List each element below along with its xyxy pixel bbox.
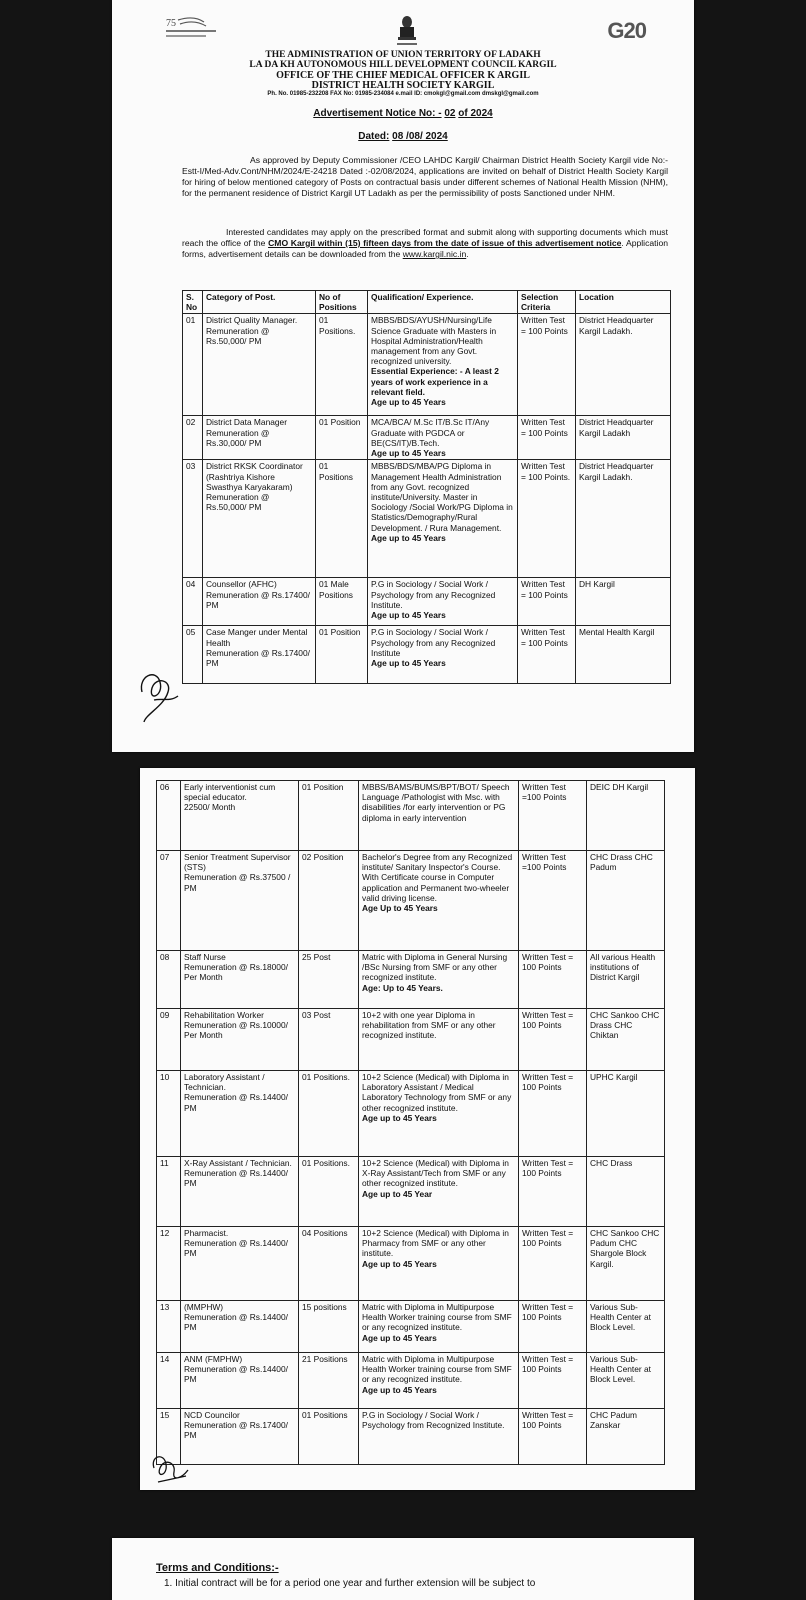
row-selection: Written Test = 100 Points xyxy=(518,626,576,684)
post-name: District RKSK Coordinator (Rashtriya Kishore Swasthya Karyakaram) xyxy=(206,461,303,492)
row-positions: 01 Positions. xyxy=(316,314,368,416)
qualification-text: Bachelor's Degree from any Recognized institute/ Sanitary Inspector's Course. With Certificate course in Computer application and Permanent two-wheeler valid driving license. xyxy=(362,852,513,903)
table-row xyxy=(157,1301,665,1353)
remuneration: Remuneration @ Rs.17400/ PM xyxy=(206,647,310,669)
age-limit: Age up to 45 Years xyxy=(371,448,446,459)
remuneration: Remuneration @ Rs.17400/ PM xyxy=(184,1420,288,1441)
row-positions: 01 Positions xyxy=(316,460,368,578)
row-location: DEIC DH Kargil xyxy=(587,781,665,851)
row-qualification xyxy=(368,626,518,684)
row-category xyxy=(181,1227,299,1301)
post-name: Case Manger under Mental Health xyxy=(206,627,308,648)
post-name: Rehabilitation Worker xyxy=(184,1010,264,1020)
qualification-text: MBBS/BDS/MBA/PG Diploma in Management Health Administration from any Govt. recognized institute/University. Master in Sociology /Social Work/PG Diploma in Statistics/Demography/Rural Development. / Rura Management. xyxy=(371,461,513,533)
post-name: Laboratory Assistant / Technician. xyxy=(184,1072,265,1093)
post-name: ANM (FMPHW) xyxy=(184,1354,243,1364)
post-name: NCD Councilor xyxy=(184,1410,240,1420)
row-qualification xyxy=(359,1009,519,1071)
row-qualification xyxy=(359,1071,519,1157)
row-positions: 01 Positions. xyxy=(299,1157,359,1227)
remuneration: Remuneration @ Rs.14400/ PM xyxy=(184,1168,288,1189)
row-positions: 01 Position xyxy=(316,626,368,684)
row-sno: 03 xyxy=(183,460,203,578)
row-sno: 07 xyxy=(157,851,181,951)
row-positions: 25 Post xyxy=(299,951,359,1009)
qualification-text: MBBS/BAMS/BUMS/BPT/BOT/ Speech Language /Pathologist with Msc. with disabilities /for early intervention or PG diploma in early intervention xyxy=(362,782,510,823)
table-row xyxy=(157,1009,665,1071)
remuneration: Remuneration @ Rs.30,000/ PM xyxy=(206,427,270,448)
national-emblem-icon xyxy=(394,14,420,48)
signature-2 xyxy=(148,1448,192,1488)
col-category: Category of Post. xyxy=(203,291,316,314)
post-name: District Quality Manager. xyxy=(206,315,298,326)
row-sno: 09 xyxy=(157,1009,181,1071)
post-name: Staff Nurse xyxy=(184,952,226,962)
notice-page-3 xyxy=(112,1538,694,1600)
qualification-text: P.G in Sociology / Social Work / Psychology from Recognized Institute. xyxy=(362,1410,505,1431)
row-selection: Written Test = 100 Points xyxy=(519,1409,587,1465)
col-qualification: Qualification/ Experience. xyxy=(368,291,518,314)
header-line-4: DISTRICT HEALTH SOCIETY KARGIL xyxy=(311,80,495,91)
row-positions: 03 Post xyxy=(299,1009,359,1071)
post-name: Counsellor (AFHC) xyxy=(206,579,277,590)
table-row xyxy=(157,1353,665,1409)
qualification-text: Matric with Diploma in General Nursing /BSc Nursing from SMF or any other recognized institute. xyxy=(362,952,508,983)
post-name: (MMPHW) xyxy=(184,1302,224,1312)
notice-date: Dated: 08 /08/ 2024 xyxy=(358,131,448,142)
table-row xyxy=(157,1157,665,1227)
row-selection: Written Test = 100 Points xyxy=(519,951,587,1009)
age-limit: Age up to 45 Years xyxy=(371,610,446,621)
row-sno: 14 xyxy=(157,1353,181,1409)
row-sno: 05 xyxy=(183,626,203,684)
row-location: CHC Sankoo CHC Drass CHC Chiktan xyxy=(587,1009,665,1071)
row-category xyxy=(203,460,316,578)
row-qualification xyxy=(368,416,518,460)
row-selection: Written Test = 100 Points xyxy=(519,1353,587,1409)
row-sno: 06 xyxy=(157,781,181,851)
row-category xyxy=(203,626,316,684)
table-row xyxy=(157,781,665,851)
row-location: UPHC Kargil xyxy=(587,1071,665,1157)
row-category xyxy=(203,314,316,416)
row-location: CHC Padum Zanskar xyxy=(587,1409,665,1465)
qualification-text: Matric with Diploma in Multipurpose Health Worker training course from SMF or any recognized institute. xyxy=(362,1302,512,1333)
header-line-1: THE ADMINISTRATION OF UNION TERRITORY OF LADAKH xyxy=(265,50,541,60)
g20-logo: G20 xyxy=(607,18,646,43)
row-sno: 08 xyxy=(157,951,181,1009)
row-qualification xyxy=(359,851,519,951)
row-qualification xyxy=(359,1227,519,1301)
row-location: Various Sub- Health Center at Block Level. xyxy=(587,1301,665,1353)
row-location: CHC Drass xyxy=(587,1157,665,1227)
row-qualification xyxy=(359,781,519,851)
qualification-text: P.G in Sociology / Social Work / Psychology from any Recognized Institute. xyxy=(371,579,496,610)
age-limit: Age up to 45 Year xyxy=(362,1188,433,1199)
row-sno: 04 xyxy=(183,578,203,626)
row-location: Mental Health Kargil xyxy=(576,626,671,684)
remuneration: Remuneration @ Rs.14400/ PM xyxy=(184,1312,288,1333)
age-limit: Age up to 45 Years xyxy=(362,1112,437,1123)
row-qualification xyxy=(359,1157,519,1227)
table-row xyxy=(157,1409,665,1465)
row-location: Various Sub- Health Center at Block Level. xyxy=(587,1353,665,1409)
row-selection: Written Test =100 Points xyxy=(519,851,587,951)
row-category xyxy=(181,1157,299,1227)
remuneration: Remuneration @ Rs.50,000/ PM xyxy=(206,325,270,346)
row-sno: 13 xyxy=(157,1301,181,1353)
post-name: Senior Treatment Supervisor (STS) xyxy=(184,852,291,873)
row-category xyxy=(181,851,299,951)
row-qualification xyxy=(368,578,518,626)
table-row xyxy=(183,460,671,578)
row-category xyxy=(181,1009,299,1071)
row-sno: 12 xyxy=(157,1227,181,1301)
remuneration: Remuneration @ Rs.14400/ PM xyxy=(184,1364,288,1385)
experience-text: Essential Experience: - A least 2 years of work experience in a relevant field. xyxy=(371,366,499,397)
table-row xyxy=(157,851,665,951)
posts-table-2 xyxy=(156,780,665,1465)
svg-text:75: 75 xyxy=(166,18,176,29)
table-row xyxy=(157,1227,665,1301)
row-selection: Written Test = 100 Points xyxy=(518,578,576,626)
approval-paragraph: As approved by Deputy Commissioner /CEO LAHDC Kargil/ Chairman District Health Society Kargil vide No:-Estt-I/Med-Adv.Cont/NHM/2024/E-24218 Dated :-02/08/2024, applications are invited on behalf of District Health Society Kargil for hiring of below mentioned category of Posts on contractual basis under different schemes of National Health Mission (NHM), for the permanent residence of District Kargil UT Ladakh as per the permissibility of posts Sanctioned under NHM. xyxy=(182,155,668,198)
row-location: District Headquarter Kargil Ladakh xyxy=(576,416,671,460)
age-limit: Age up to 45 Years xyxy=(371,397,446,408)
table-row xyxy=(157,1071,665,1157)
row-qualification xyxy=(359,1353,519,1409)
row-selection: Written Test = 100 Points xyxy=(519,1071,587,1157)
posts-table-1 xyxy=(182,290,671,684)
row-positions: 01 Position xyxy=(316,416,368,460)
contact-line: Ph. No. 01985-232208 FAX No: 01985-234084 e.mail ID: cmokgl@gmail.com dmskgl@gmail.com xyxy=(267,91,539,97)
header-line-3: OFFICE OF THE CHIEF MEDICAL OFFICER K ARGIL xyxy=(276,70,530,81)
header-line-2: LA DA KH AUTONOMOUS HILL DEVELOPMENT COUNCIL KARGIL xyxy=(249,60,557,70)
table-header-row xyxy=(183,291,671,314)
row-category xyxy=(181,1409,299,1465)
advertisement-notice-number: Advertisement Notice No: - 02 of 2024 xyxy=(313,108,493,119)
row-selection: Written Test = 100 Points xyxy=(518,416,576,460)
row-category xyxy=(203,416,316,460)
remuneration: Remuneration @ Rs.50,000/ PM xyxy=(206,492,270,513)
row-selection: Written Test =100 Points xyxy=(519,781,587,851)
row-qualification xyxy=(359,1301,519,1353)
qualification-text: MBBS/BDS/AYUSH/Nursing/Life Science Graduate with Masters in Hospital Administration/Health management from any Govt. recognized university. xyxy=(371,315,497,367)
row-selection: Written Test = 100 Points xyxy=(519,1227,587,1301)
age-limit: Age: Up to 45 Years. xyxy=(362,982,443,993)
row-sno: 01 xyxy=(183,314,203,416)
row-positions: 01 Position xyxy=(299,781,359,851)
application-paragraph: Interested candidates may apply on the prescribed format and submit along with supporting documents which must reach the office of the CMO Kargil within (15) fifteen days from the date of issue of this advertisement notice. Application forms, advertisement details can be downloaded from the www.kargil.nic.in. xyxy=(182,227,669,259)
azadi-ka-amrit-mahotsav-logo xyxy=(164,16,234,42)
qualification-text: 10+2 Science (Medical) with Diploma in Pharmacy from SMF or any other institute. xyxy=(362,1228,509,1259)
row-category xyxy=(181,1301,299,1353)
age-limit: Age up to 45 Years xyxy=(362,1332,437,1343)
table-row xyxy=(183,416,671,460)
qualification-text: 10+2 with one year Diploma in rehabilitation from SMF or any other recognized institute. xyxy=(362,1010,496,1041)
row-location: CHC Sankoo CHC Padum CHC Shargole Block Kargil. xyxy=(587,1227,665,1301)
age-limit: Age up to 45 Years xyxy=(362,1384,437,1395)
post-name: Pharmacist. xyxy=(184,1228,229,1238)
row-positions: 01 Male Positions xyxy=(316,578,368,626)
table-row xyxy=(157,951,665,1009)
row-sno: 02 xyxy=(183,416,203,460)
row-selection: Written Test = 100 Points xyxy=(519,1157,587,1227)
row-category xyxy=(181,781,299,851)
row-qualification xyxy=(368,460,518,578)
row-category xyxy=(181,1353,299,1409)
row-positions: 04 Positions xyxy=(299,1227,359,1301)
row-qualification xyxy=(359,1409,519,1465)
terms-item-1: 1. Initial contract will be for a period one year and further extension will be subject to xyxy=(164,1578,536,1589)
table-row xyxy=(183,314,671,416)
post-name: Early interventionist cum special educator. xyxy=(184,782,276,803)
col-positions: No of Positions xyxy=(316,291,368,314)
age-limit: Age up to 45 Years xyxy=(371,658,446,669)
signature-1 xyxy=(134,662,182,724)
age-limit: Age Up to 45 Years xyxy=(362,903,438,914)
col-selection: Selection Criteria xyxy=(518,291,576,314)
qualification-text: 10+2 Science (Medical) with Diploma in X-Ray Assistant/Tech from SMF or any other recognized institute. xyxy=(362,1158,509,1189)
col-location: Location xyxy=(576,291,671,314)
remuneration: Remuneration @ Rs.18000/ Per Month xyxy=(184,962,288,983)
row-positions: 21 Positions xyxy=(299,1353,359,1409)
row-selection: Written Test = 100 Points. xyxy=(518,460,576,578)
row-location: District Headquarter Kargil Ladakh. xyxy=(576,460,671,578)
qualification-text: P.G in Sociology / Social Work / Psychology from any Recognized Institute xyxy=(371,627,496,658)
row-selection: Written Test = 100 Points xyxy=(519,1301,587,1353)
terms-heading: Terms and Conditions:- xyxy=(156,1562,279,1574)
post-name: District Data Manager xyxy=(206,417,287,428)
col-sno: S. No xyxy=(183,291,203,314)
row-location: DH Kargil xyxy=(576,578,671,626)
remuneration: Remuneration @ Rs.14400/ PM xyxy=(184,1238,288,1259)
qualification-text: MCA/BCA/ M.Sc IT/B.Sc IT/Any Graduate with PGDCA or BE(CS/IT)/B.Tech. xyxy=(371,417,490,448)
row-sno: 15 xyxy=(157,1409,181,1465)
post-name: X-Ray Assistant / Technician. xyxy=(184,1158,292,1168)
row-selection: Written Test = 100 Points xyxy=(518,314,576,416)
row-selection: Written Test = 100 Points xyxy=(519,1009,587,1071)
table-row xyxy=(183,626,671,684)
row-location: CHC Drass CHC Padum xyxy=(587,851,665,951)
row-sno: 11 xyxy=(157,1157,181,1227)
remuneration: Remuneration @ Rs.10000/ Per Month xyxy=(184,1020,288,1041)
notice-page-1 xyxy=(112,0,694,752)
qualification-text: 10+2 Science (Medical) with Diploma in Laboratory Assistant / Medical Laboratory Technology from SMF or any other recognized institute. xyxy=(362,1072,512,1113)
row-positions: 01 Positions. xyxy=(299,1071,359,1157)
row-positions: 15 positions xyxy=(299,1301,359,1353)
row-positions: 02 Position xyxy=(299,851,359,951)
notice-page-2 xyxy=(140,768,695,1490)
row-qualification xyxy=(359,951,519,1009)
row-location: District Headquarter Kargil Ladakh. xyxy=(576,314,671,416)
qualification-text: Matric with Diploma in Multipurpose Health Worker training course from SMF or any recognized institute. xyxy=(362,1354,512,1385)
row-location: All various Health institutions of District Kargil xyxy=(587,951,665,1009)
row-positions: 01 Positions xyxy=(299,1409,359,1465)
remuneration: Remuneration @ Rs.37500 / PM xyxy=(184,872,291,893)
remuneration: Remuneration @ Rs.17400/ PM xyxy=(206,589,310,610)
age-limit: Age up to 45 Years xyxy=(362,1258,437,1269)
row-category xyxy=(181,951,299,1009)
row-sno: 10 xyxy=(157,1071,181,1157)
remuneration: Remuneration @ Rs.14400/ PM xyxy=(184,1092,288,1113)
row-category xyxy=(203,578,316,626)
age-limit: Age up to 45 Years xyxy=(371,532,446,543)
row-qualification xyxy=(368,314,518,416)
row-category xyxy=(181,1071,299,1157)
remuneration: 22500/ Month xyxy=(184,802,236,813)
table-row xyxy=(183,578,671,626)
